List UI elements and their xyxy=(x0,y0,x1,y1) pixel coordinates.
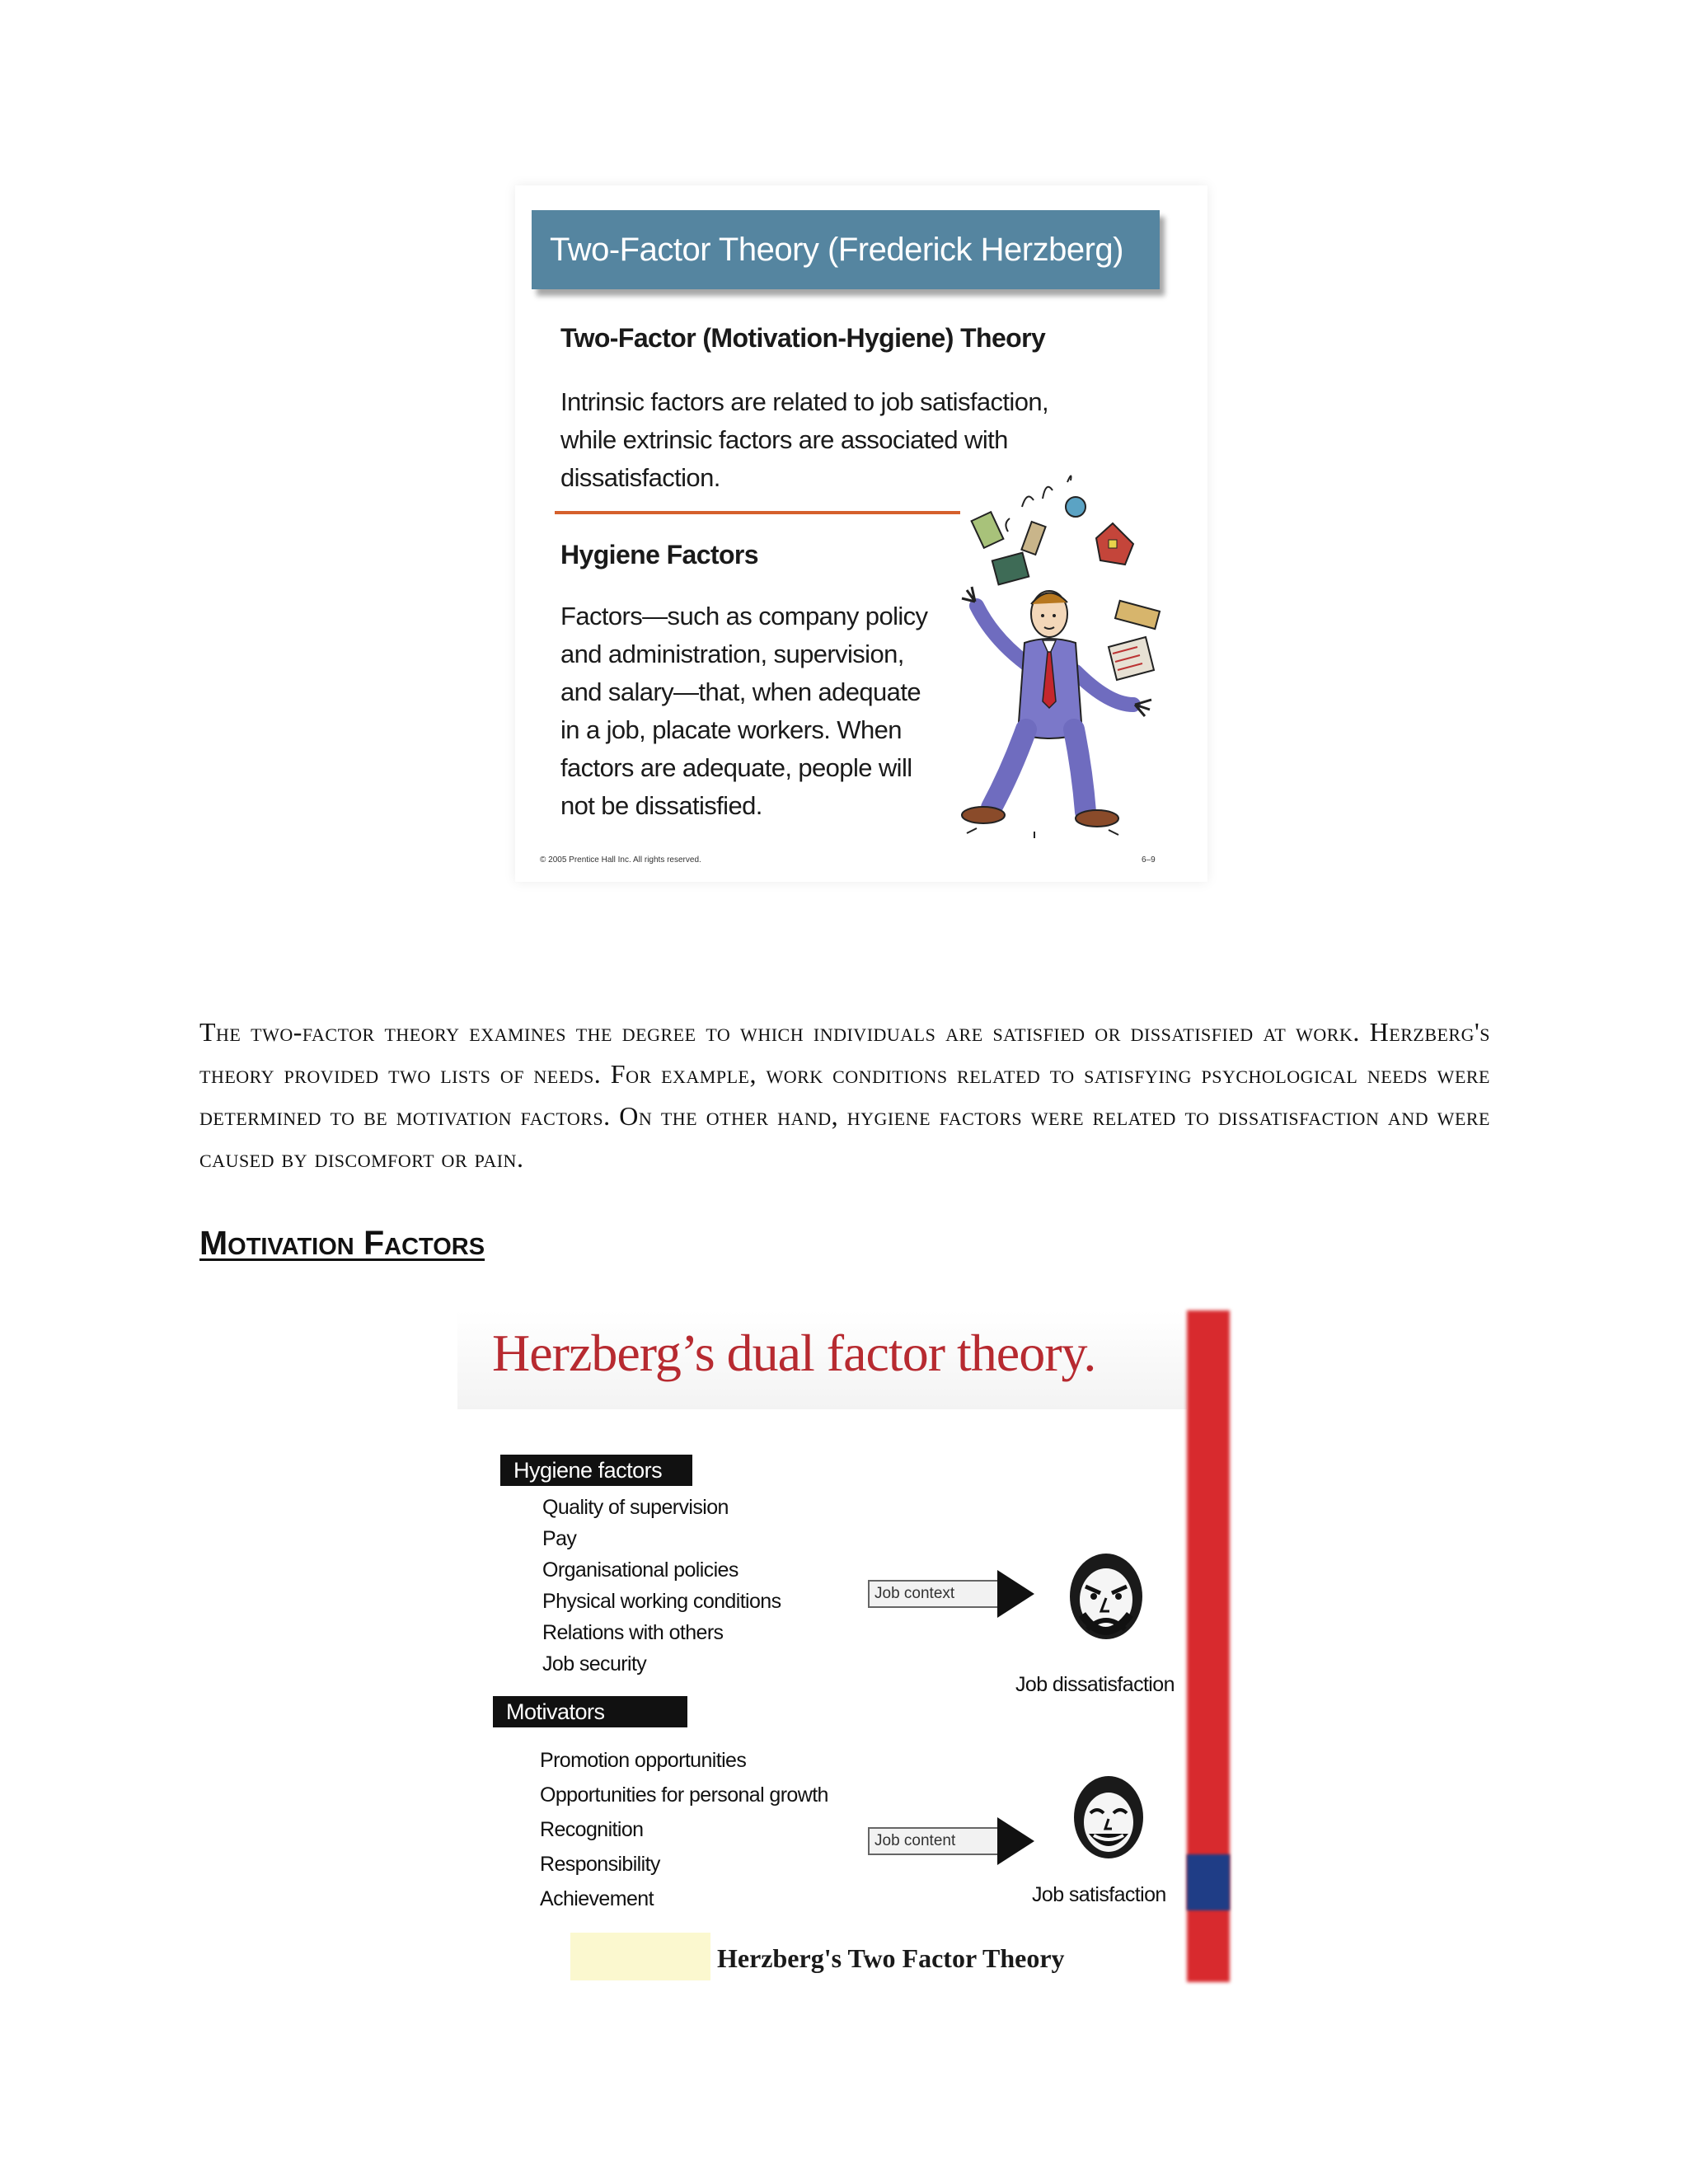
list-item: Promotion opportunities xyxy=(540,1749,747,1772)
section-heading: Motivation Factors xyxy=(199,1224,485,1262)
slide-caption: Herzberg's Two Factor Theory xyxy=(717,1943,1065,1973)
list-item: Organisational policies xyxy=(542,1558,738,1582)
list-item: Relations with others xyxy=(542,1621,724,1644)
hygiene-factors-list xyxy=(542,1492,781,1680)
body-paragraph: The two-factor theory examines the degree to which individuals are satisfied or dissatisfied at work. Herzberg's theory provided two lists of needs. For example, work conditions related to satisfying psychological needs were determined to be motivation factors. On the other hand, hygiene factors were related to dissatisfaction and were caused by discomfort or pain. xyxy=(199,1017,1490,1173)
motivators-label: Motivators xyxy=(493,1696,687,1727)
list-item: Achievement xyxy=(540,1887,654,1910)
intro-line: while extrinsic factors are associated with xyxy=(560,425,1008,454)
side-accent xyxy=(1187,1854,1230,1910)
list-item: Job security xyxy=(542,1652,647,1675)
arrow-head-icon xyxy=(997,1817,1034,1865)
intro-line: dissatisfaction. xyxy=(560,463,720,492)
hygiene-line: and salary—that, when adequate xyxy=(560,677,921,706)
intro-line: Intrinsic factors are related to job satisfaction, xyxy=(560,387,1049,416)
slide-title: Two-Factor Theory (Frederick Herzberg) xyxy=(550,231,1123,268)
hygiene-text xyxy=(560,598,927,825)
list-item: Pay xyxy=(542,1527,577,1550)
list-item: Quality of supervision xyxy=(542,1496,729,1519)
slide-two-factor-theory xyxy=(515,185,1207,882)
list-item: Physical working conditions xyxy=(542,1590,781,1613)
hygiene-line: in a job, placate workers. When xyxy=(560,715,902,744)
slide-title-bar xyxy=(532,210,1160,289)
slide-copyright: © 2005 Prentice Hall Inc. All rights reserved. xyxy=(540,855,701,865)
hygiene-line: and administration, supervision, xyxy=(560,640,904,668)
arrow-head-icon xyxy=(997,1570,1034,1618)
hygiene-heading: Hygiene Factors xyxy=(560,540,758,569)
happy-face-icon xyxy=(1066,1768,1152,1867)
hygiene-factors-label: Hygiene factors xyxy=(500,1455,692,1486)
hygiene-line: not be dissatisfied. xyxy=(560,791,762,820)
juggler-illustration xyxy=(944,466,1191,845)
list-item: Responsibility xyxy=(540,1853,660,1876)
sad-face-icon xyxy=(1061,1545,1151,1648)
divider xyxy=(555,511,960,514)
slide-subtitle: Two-Factor (Motivation-Hygiene) Theory xyxy=(560,323,1046,353)
caption-highlight xyxy=(570,1933,710,1980)
hygiene-line: Factors—such as company policy xyxy=(560,602,928,630)
list-item: Recognition xyxy=(540,1818,644,1841)
slide-page-number: 6–9 xyxy=(1142,855,1156,865)
job-satisfaction-label: Job satisfaction xyxy=(1032,1883,1166,1906)
job-content-arrow: Job content xyxy=(868,1827,1000,1855)
slide-dual-factor-theory xyxy=(457,1310,1240,2003)
motivators-list xyxy=(540,1743,828,1916)
job-context-arrow: Job context xyxy=(868,1580,1000,1608)
list-item: Opportunities for personal growth xyxy=(540,1783,828,1807)
hygiene-line: factors are adequate, people will xyxy=(560,753,912,782)
slide-title: Herzberg’s dual factor theory. xyxy=(492,1324,1096,1382)
job-dissatisfaction-label: Job dissatisfaction xyxy=(1015,1673,1175,1696)
